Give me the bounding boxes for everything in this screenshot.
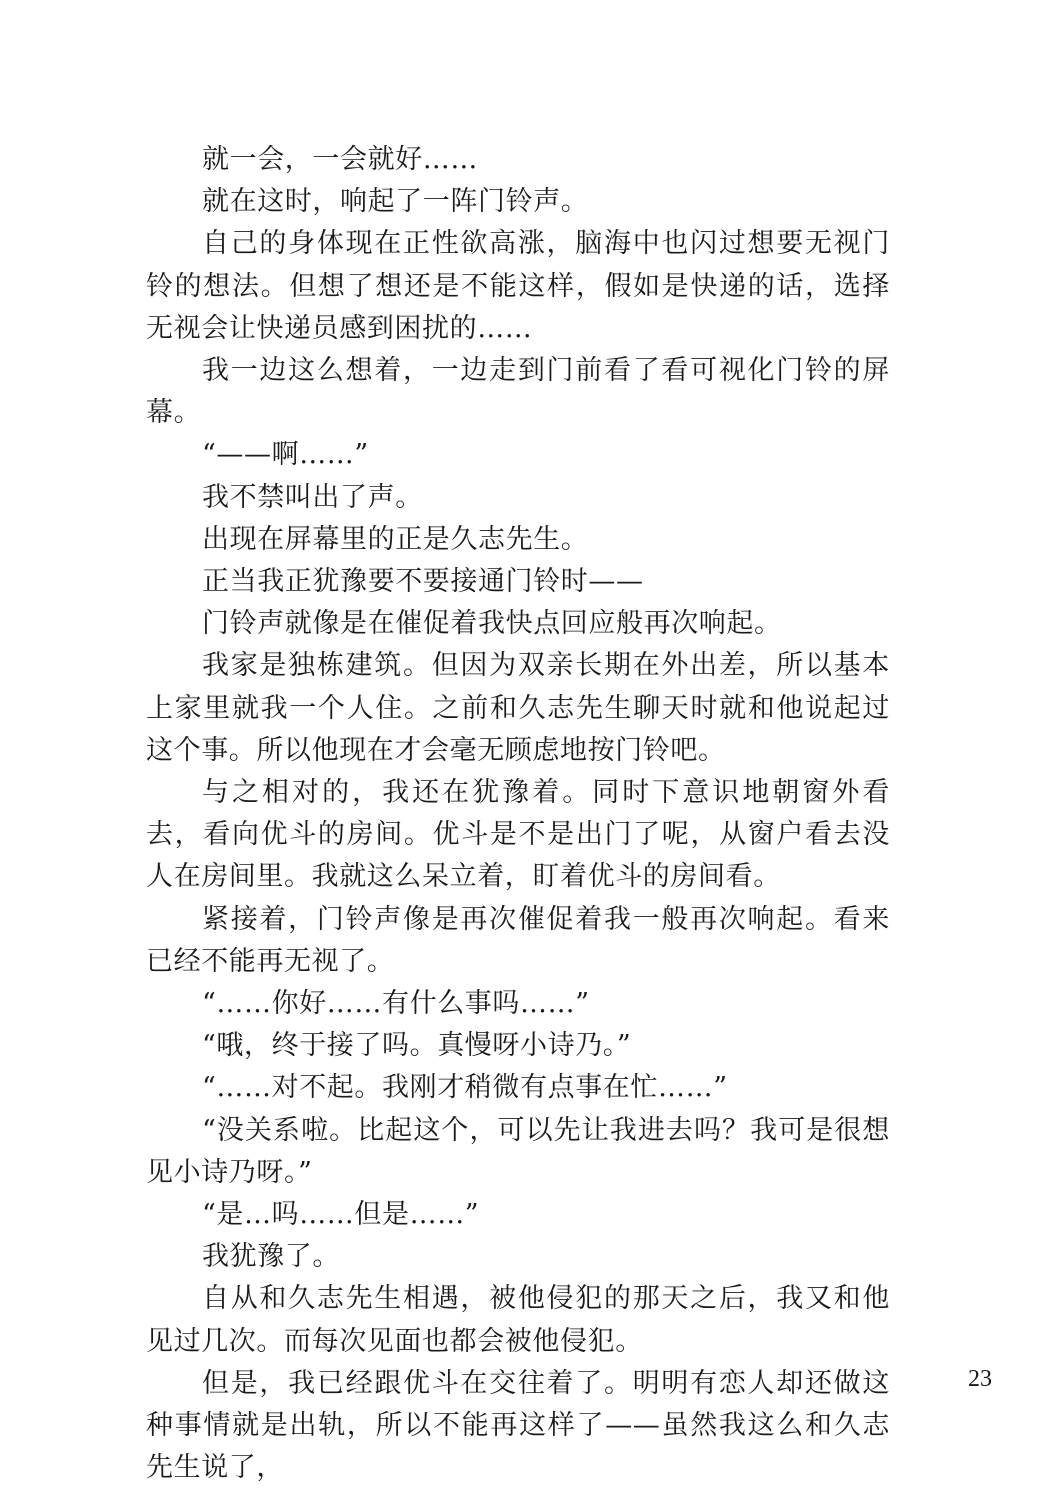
paragraph: 就一会，一会就好……: [202, 144, 478, 175]
paragraph: 紧接着，门铃声像是再次催促着我一般再次响起。看来已经不能再无视了。: [146, 903, 890, 977]
paragraph: 就在这时，响起了一阵门铃声。: [202, 186, 589, 218]
paragraph: 门铃声就像是在催促着我快点回应般再次响起。: [202, 608, 782, 640]
paragraph: 正当我正犹豫要不要接通门铃时——: [202, 566, 644, 598]
paragraph: 我家是独栋建筑。但因为双亲长期在外出差，所以基本上家里就我一个人住。之前和久志先生聊天时就和他说起过这个事。所以他现在才会毫无顾虑地按门铃吧。: [146, 650, 890, 766]
page-number: 23: [968, 1366, 992, 1392]
paragraph: “是…吗……但是……”: [202, 1199, 480, 1231]
body-text: [146, 139, 890, 1490]
paragraph: “没关系啦。比起这个，可以先让我进去吗？我可是很想见小诗乃呀。”: [146, 1114, 890, 1188]
paragraph: “哦，终于接了吗。真慢呀小诗乃。”: [202, 1030, 632, 1062]
paragraph: 自从和久志先生相遇，被他侵犯的那天之后，我又和他见过几次。而每次见面也都会被他侵犯。: [146, 1283, 890, 1357]
paragraph: “……你好……有什么事吗……”: [202, 988, 590, 1020]
paragraph: 我不禁叫出了声。: [202, 481, 423, 513]
paragraph: “……对不起。我刚才稍微有点事在忙……”: [202, 1072, 728, 1104]
paragraph: 我一边这么想着，一边走到门前看了看可视化门铃的屏幕。: [146, 355, 890, 429]
paragraph: 自己的身体现在正性欲高涨，脑海中也闪过想要无视门铃的想法。但想了想还是不能这样，假如是快递的话，选择无视会让快递员感到困扰的……: [146, 228, 890, 344]
paragraph: 出现在屏幕里的正是久志先生。: [202, 523, 589, 555]
paragraph: “——啊……”: [202, 439, 369, 471]
paragraph: 但是，我已经跟优斗在交往着了。明明有恋人却还做这种事情就是出轨，所以不能再这样了——虽然我这么和久志先生说了，: [146, 1367, 890, 1484]
paragraph: 我犹豫了。: [202, 1241, 340, 1273]
paragraph: 与之相对的，我还在犹豫着。同时下意识地朝窗外看去，看向优斗的房间。优斗是不是出门了呢，从窗户看去没人在房间里。我就这么呆立着，盯着优斗的房间看。: [146, 777, 890, 893]
